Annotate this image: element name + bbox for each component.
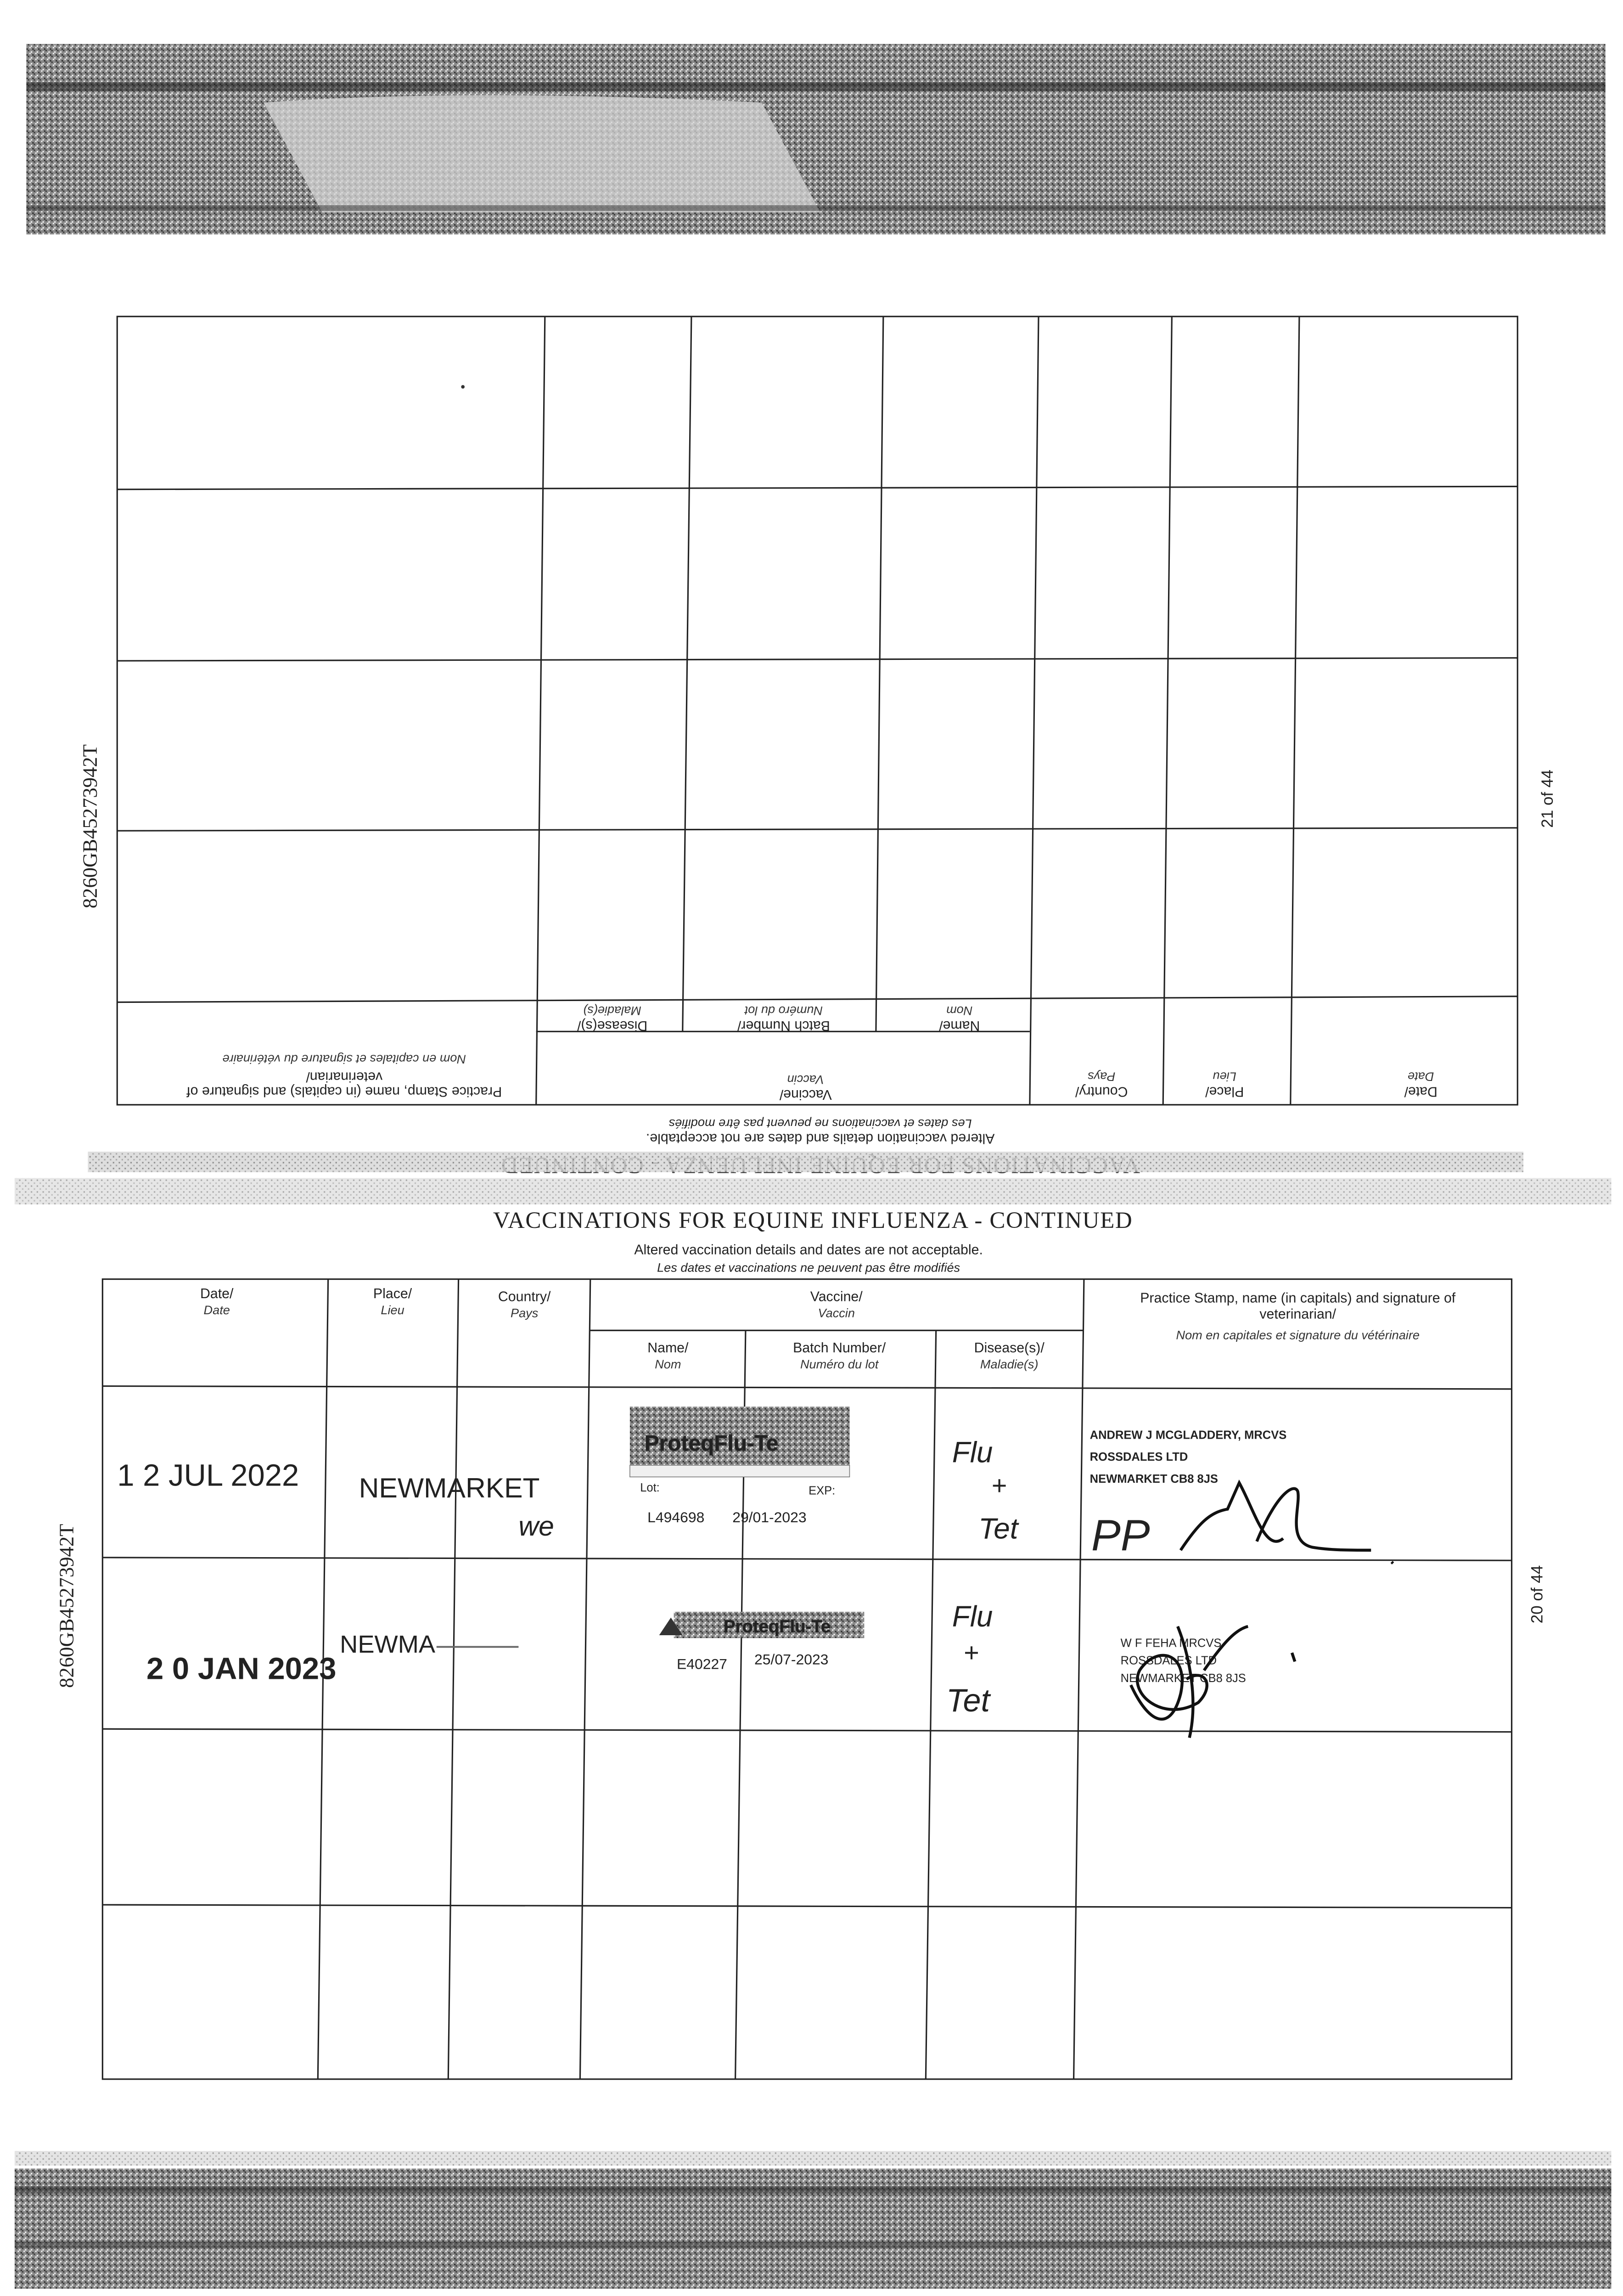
row1-lot-label: Lot: bbox=[640, 1481, 660, 1495]
upper-col-batch: Batch Number/ bbox=[737, 1018, 830, 1033]
row1-country-handwritten: we bbox=[518, 1510, 554, 1542]
row2-vet-stamp-1: W F FEHA MRCVS bbox=[1120, 1637, 1222, 1650]
row1-vet-stamp-1: ANDREW J MCGLADDERY, MRCVS bbox=[1089, 1429, 1287, 1442]
middle-scan-noise bbox=[15, 1152, 1612, 1204]
row2-vet-stamp-2: ROSSDALES LTD bbox=[1120, 1654, 1217, 1667]
col-date-fr: Date bbox=[203, 1303, 230, 1317]
lower-passport-number: 8260GB45273942T bbox=[55, 1524, 78, 1688]
row1-disease-line1: Flu bbox=[952, 1435, 993, 1469]
col-vaccine-fr: Vaccin bbox=[818, 1306, 855, 1320]
row1-disease-line2: + bbox=[991, 1471, 1007, 1501]
upper-col-place: Place/ bbox=[1205, 1084, 1244, 1099]
upper-col-date-fr: Date bbox=[1408, 1069, 1434, 1084]
upper-passport-number: 8260GB45273942T bbox=[78, 744, 101, 909]
upper-col-vaccine: Vaccine/ bbox=[779, 1086, 832, 1102]
col-place-fr: Lieu bbox=[381, 1303, 404, 1317]
col-stamp: Practice Stamp, name (in capitals) and signature of bbox=[1140, 1290, 1456, 1306]
col-batch: Batch Number/ bbox=[793, 1340, 886, 1356]
upper-col-name-fr: Nom bbox=[946, 1004, 973, 1019]
col-vaccine: Vaccine/ bbox=[810, 1289, 863, 1305]
col-country-fr: Pays bbox=[511, 1306, 539, 1320]
col-place: Place/ bbox=[373, 1286, 412, 1302]
row1-vet-stamp-2: ROSSDALES LTD bbox=[1089, 1451, 1188, 1464]
vaccination-row-1 bbox=[117, 1407, 1393, 1563]
row1-disease-line3: Tet bbox=[978, 1512, 1018, 1545]
row1-batch-expiry: 29/01-2023 bbox=[732, 1509, 807, 1526]
row2-disease-line1: Flu bbox=[952, 1599, 993, 1633]
upper-col-place-fr: Lieu bbox=[1213, 1069, 1236, 1084]
row1-vet-signature bbox=[1180, 1483, 1393, 1563]
row1-vet-stamp-3: NEWMARKET CB8 8JS bbox=[1089, 1473, 1218, 1486]
upper-notice-en: Altered vaccination details and dates are not acceptable. bbox=[646, 1131, 995, 1146]
row1-date-stamp: 1 2 JUL 2022 bbox=[117, 1458, 299, 1493]
row2-vaccine-name: ProteqFlu-Te bbox=[724, 1616, 831, 1637]
row1-place-stamp: NEWMARKET bbox=[359, 1472, 540, 1504]
upper-col-stamp-fr: Nom en capitales et signature du vétérinaire bbox=[222, 1052, 466, 1067]
upper-col-batch-fr: Numéro du lot bbox=[744, 1004, 823, 1019]
row1-vaccine-sticker bbox=[630, 1407, 850, 1497]
row1-signature-initials: PP bbox=[1091, 1510, 1150, 1560]
col-disease: Disease(s)/ bbox=[974, 1340, 1045, 1356]
upper-col-name: Name/ bbox=[939, 1018, 980, 1033]
upper-notice-fr: Les dates et vaccinations ne peuvent pas être modifiés bbox=[668, 1116, 972, 1131]
col-batch-fr: Numéro du lot bbox=[800, 1357, 879, 1372]
row1-vaccine-name: ProteqFlu-Te bbox=[644, 1431, 779, 1456]
col-name-fr: Nom bbox=[655, 1357, 681, 1372]
upper-col-stamp-2: veterinarian/ bbox=[306, 1069, 383, 1085]
upper-col-country-fr: Pays bbox=[1088, 1069, 1116, 1084]
row2-disease-line3: Tet bbox=[946, 1682, 990, 1718]
lower-page-number: 20 of 44 bbox=[1528, 1565, 1546, 1624]
upper-col-stamp: Practice Stamp, name (in capitals) and signature of bbox=[186, 1084, 502, 1099]
lower-page bbox=[55, 1208, 1546, 2079]
lower-title: VACCINATIONS FOR EQUINE INFLUENZA - CONTINUED bbox=[493, 1207, 1133, 1233]
col-disease-fr: Maladie(s) bbox=[980, 1357, 1039, 1372]
col-country: Country/ bbox=[498, 1289, 551, 1305]
upper-col-country: Country/ bbox=[1075, 1084, 1128, 1099]
row2-disease-line2: + bbox=[964, 1638, 979, 1668]
upper-page-number: 21 of 44 bbox=[1538, 770, 1556, 828]
row2-batch-number: E40227 bbox=[676, 1655, 727, 1672]
upper-col-disease: Disease(s)/ bbox=[577, 1018, 648, 1033]
upper-table-grid bbox=[117, 316, 1517, 1105]
row1-batch-number: L494698 bbox=[647, 1509, 705, 1526]
lower-notice-en: Altered vaccination details and dates are not acceptable. bbox=[634, 1242, 983, 1258]
bottom-scan-band bbox=[15, 2151, 1612, 2289]
col-stamp-2: veterinarian/ bbox=[1259, 1306, 1337, 1322]
row2-vet-stamp-3: NEWMARKET CB8 8JS bbox=[1120, 1672, 1246, 1685]
upper-col-date: Date/ bbox=[1404, 1084, 1438, 1099]
upper-col-vaccine-fr: Vaccin bbox=[787, 1073, 824, 1087]
row1-exp-label: EXP: bbox=[809, 1484, 836, 1497]
lower-notice-fr: Les dates et vaccinations ne peuvent pas être modifiés bbox=[657, 1260, 960, 1275]
vaccination-row-2 bbox=[146, 1600, 1295, 1738]
row2-vaccine-sticker bbox=[659, 1612, 865, 1638]
upper-page bbox=[79, 316, 1556, 1178]
row2-date-stamp: 2 0 JAN 2023 bbox=[146, 1651, 337, 1686]
row2-place-stamp: NEWMA bbox=[340, 1631, 436, 1659]
row2-batch-expiry: 25/07-2023 bbox=[754, 1651, 829, 1668]
col-date: Date/ bbox=[200, 1286, 234, 1302]
col-stamp-fr: Nom en capitales et signature du vétérinaire bbox=[1176, 1328, 1420, 1342]
top-scan-band bbox=[26, 44, 1605, 235]
upper-col-disease-fr: Maladie(s) bbox=[583, 1004, 641, 1019]
col-name: Name/ bbox=[647, 1340, 689, 1356]
